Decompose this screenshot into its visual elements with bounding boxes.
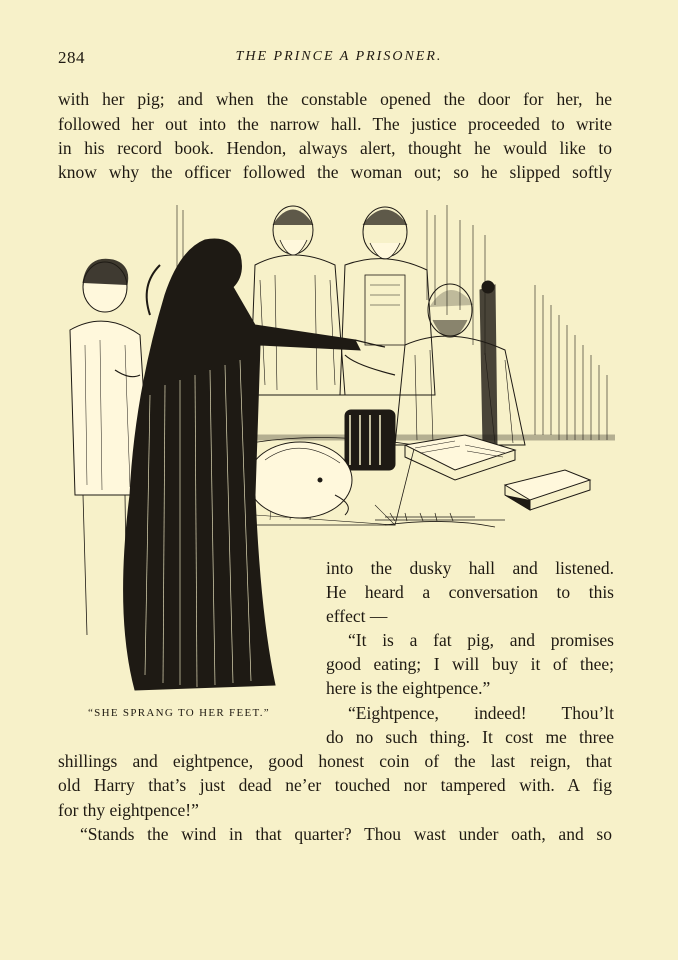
text-line: “Stands the wind in that quarter? Thou wast under oath, and so xyxy=(80,824,612,844)
running-title: THE PRINCE A PRISONER. xyxy=(235,49,443,64)
background-man-right xyxy=(340,207,435,395)
text-line: in his record book. Hendon, always alert, thought he would like to xyxy=(58,138,612,158)
text-line: old Harry that’s just dead ne’er touched nor tampered with. A fig xyxy=(58,775,612,795)
text-line: do no such thing. It cost me three xyxy=(326,727,614,747)
text-line: “It is a fat pig, and promises xyxy=(348,630,614,650)
closed-book xyxy=(505,470,590,510)
text-line: for thy eightpence!” xyxy=(58,800,199,820)
floor-edge xyxy=(375,520,505,527)
background-man-left xyxy=(250,206,345,395)
text-line: into the dusky hall and listened. xyxy=(326,558,614,578)
tankard xyxy=(345,410,395,470)
text-line: good eating; I will buy it of thee; xyxy=(326,654,614,674)
chair-post xyxy=(480,285,497,445)
text-line: here is the eightpence.” xyxy=(326,678,491,698)
open-book xyxy=(405,435,515,480)
text-line: know why the officer followed the woman out; so he slipped softly xyxy=(58,162,612,182)
text-line: shillings and eightpence, good honest coin of the last reign, that xyxy=(58,751,612,771)
text-line: effect — xyxy=(326,606,388,626)
page-number: 284 xyxy=(58,48,85,67)
text-line: followed her out into the narrow hall. The justice proceeded to write xyxy=(58,114,612,134)
text-line: with her pig; and when the constable opened the door for her, he xyxy=(58,89,612,109)
text-line: He heard a conversation to this xyxy=(326,582,614,602)
illustration-caption: “SHE SPRANG TO HER FEET.” xyxy=(88,707,270,719)
text-line: “Eightpence, indeed! Thou’lt xyxy=(348,703,614,723)
